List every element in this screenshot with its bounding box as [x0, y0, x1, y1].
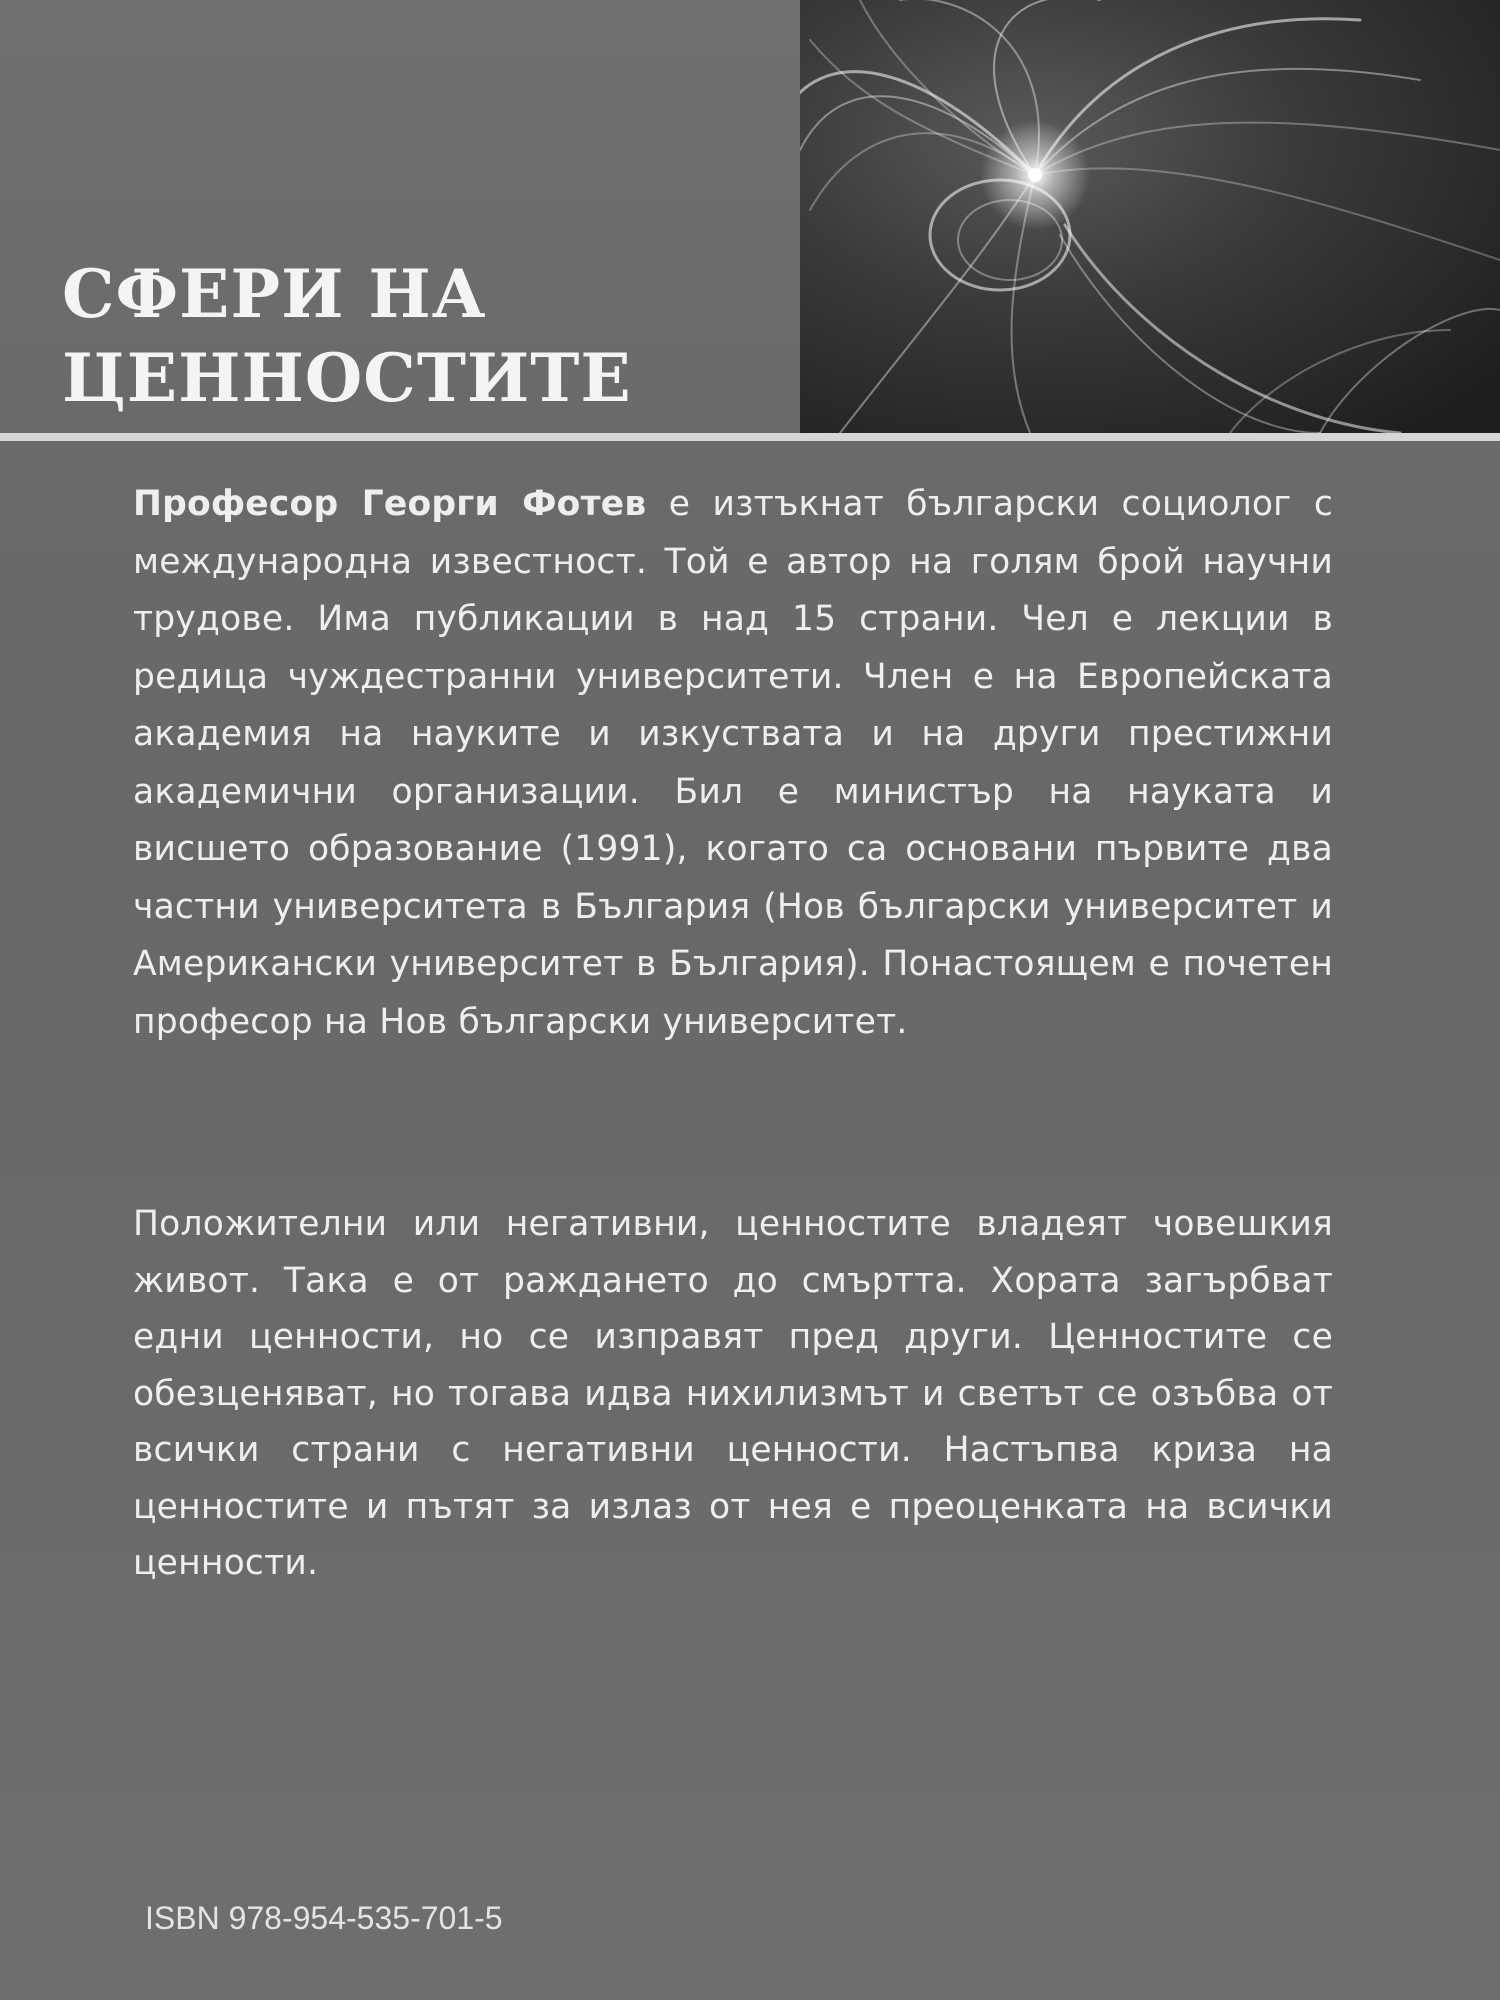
isbn-label: ISBN 978-954-535-701-5 [145, 1900, 503, 1936]
book-blurb: Положителни или негативни, ценностите владеят човешкия живот. Така е от раждането до смъртта. Хората загърбват едни ценности, но се изправят пред други. Ценностите се обезценяват, но тогава идва нихилизмът и светът се озъбва от всички страни с негативни ценности. Настъпва криза на ценностите и пътят за излаз от нея е преоценката на всички ценности. [133, 1204, 1333, 1583]
author-bio [133, 476, 1333, 1051]
header-divider [0, 433, 1500, 441]
book-title [62, 252, 632, 420]
book-title-line-1: СФЕРИ НА [62, 255, 487, 333]
author-bio-text: е изтъкнат български социолог с международна известност. Той е автор на голям брой научни трудове. Има публикации в над 15 страни. Чел е лекции в редица чуждестранни университети. Член е на Европейската академия на науките и изкуствата и на други престижни академични организации. Бил е министър на науката и висшето образование (1991), когато са основани първите два частни университета в България (Нов български университет и Американски университет в България). Понастоящем е почетен професор на Нов български университет. [133, 484, 1333, 1042]
abstract-light-flower-image [800, 0, 1500, 433]
book-title-line-2: ЦЕННОСТИТЕ [62, 339, 632, 417]
author-name: Професор Георги Фотев [133, 484, 647, 524]
